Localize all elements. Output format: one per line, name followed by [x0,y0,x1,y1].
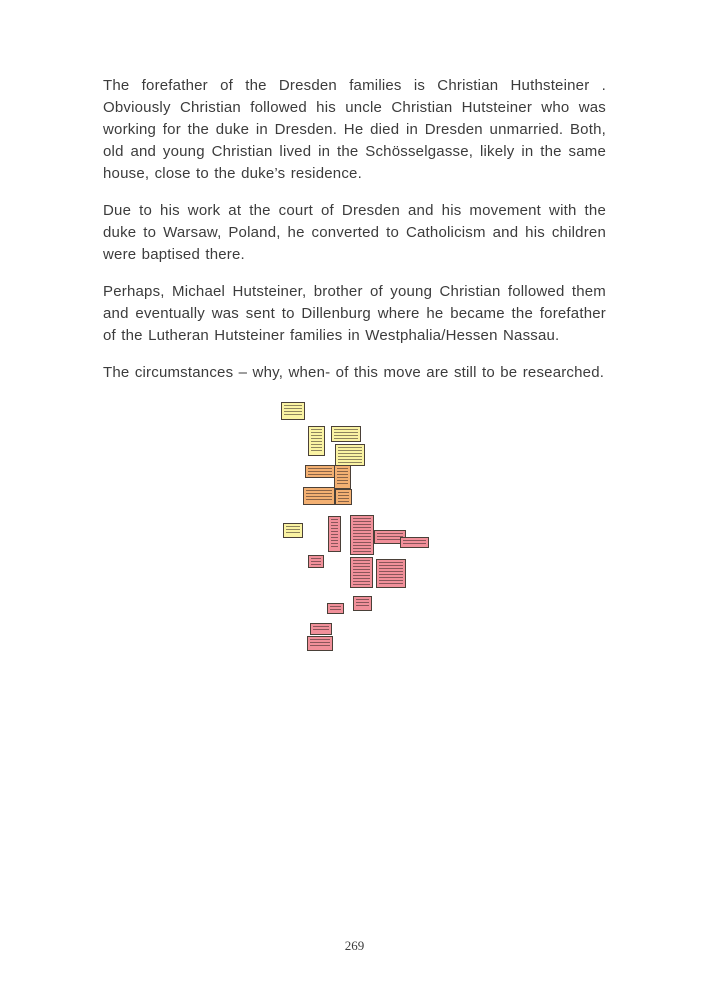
tree-box-text-scribble [334,429,358,439]
tree-box-text-scribble [353,560,370,585]
tree-box-text-scribble [331,519,338,549]
tree-box [350,515,374,555]
tree-box [376,559,406,588]
tree-box [305,465,335,478]
tree-box [400,537,429,548]
tree-box [303,487,335,505]
tree-box [283,523,303,538]
page-content [103,75,606,659]
tree-box [350,557,373,588]
page-number: 269 [344,938,365,953]
paragraph-michael-dillenburg: Perhaps, Michael Hutsteiner, brother of young Christian followed them and eventually was sent to Dillenburg where he became the forefather of the Lutheran Hutsteiner families in Westphalia/Hessen Nassau. [103,283,606,344]
tree-box-text-scribble [284,405,302,417]
tree-box [327,603,344,614]
paragraph-forefather: The forefather of the Dresden families is Christian Huthsteiner . Obviously Christian followed his uncle Christian Hutsteiner who was working for the duke in Dresden. He died in Dresden unmarried. Both, old and young Christian lived in the Schösselgasse, likely in the same house, close to the duke’s residence. [103,77,606,182]
paragraph-circumstances: The circumstances – why, when- of this move are still to be researched. [103,364,605,381]
tree-box-text-scribble [313,626,329,632]
tree-box-text-scribble [311,429,322,453]
tree-box [353,596,372,611]
tree-box-text-scribble [379,562,403,585]
tree-box [308,426,325,456]
tree-box-text-scribble [286,526,300,535]
tree-box-text-scribble [338,447,362,463]
tree-box [335,444,365,466]
tree-box [331,426,361,442]
tree-box-text-scribble [337,468,348,486]
tree-box [328,516,341,552]
tree-box-text-scribble [338,492,349,502]
tree-box [308,555,324,568]
tree-box-text-scribble [353,518,371,552]
tree-box [334,465,351,489]
tree-box [281,402,305,420]
tree-box-text-scribble [306,490,332,502]
tree-box-text-scribble [310,639,330,648]
tree-box-text-scribble [403,540,426,545]
tree-box-text-scribble [308,468,332,475]
tree-box-text-scribble [311,558,321,565]
tree-box [307,636,333,651]
tree-box-text-scribble [330,606,341,611]
tree-box-text-scribble [356,599,369,608]
tree-box [335,489,352,505]
family-tree-diagram [279,399,444,659]
paragraph-court-warsaw: Due to his work at the court of Dresden and his movement with the duke to Warsaw, Poland, he converted to Catholicism and his children were baptised there. [103,202,606,263]
tree-box [310,623,332,635]
